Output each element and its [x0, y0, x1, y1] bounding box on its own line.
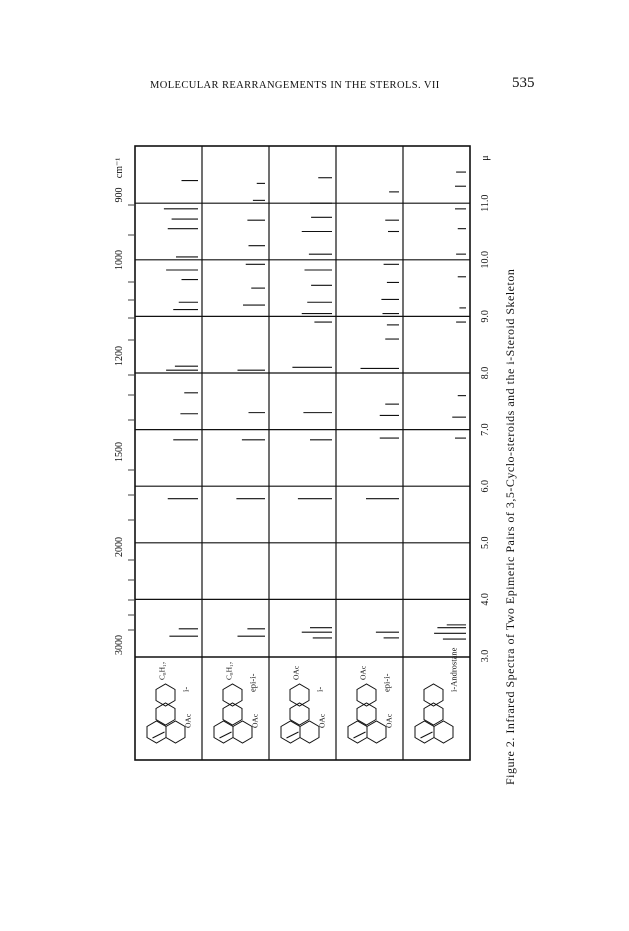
wavenumber-tick-label: 900	[114, 187, 125, 203]
spectrum-panels	[164, 172, 466, 639]
ring-b	[233, 721, 252, 743]
page-number: 535	[512, 75, 535, 91]
acetate-label: OAc	[317, 713, 327, 728]
wavenumber-tick-label: 3000	[114, 635, 125, 655]
figure-caption: Figure 2. Infrared Spectra of Two Epimeric Pairs of 3,5-Cyclo-steroids and the i-Steroid Skeleton	[503, 268, 517, 785]
cyclopropane-bond	[220, 732, 232, 738]
structure-column	[147, 647, 459, 743]
wavelength-tick-label: 5.0	[480, 536, 491, 550]
acetate-label: OAc	[183, 713, 193, 728]
structure-3	[281, 665, 327, 743]
wavelength-tick-label: 10.0	[480, 251, 491, 269]
ring-b	[166, 721, 185, 743]
compound-label: i-	[314, 686, 325, 692]
wavenumber-axis	[114, 158, 134, 655]
compound-label: i-	[180, 686, 191, 692]
spectrum-panel-3	[292, 178, 332, 638]
wavelength-unit: μ	[480, 155, 491, 161]
wavelength-axis	[480, 155, 491, 662]
cyclopropane-bond	[153, 732, 165, 738]
wavenumber-tick-label: 2000	[114, 537, 125, 557]
substituent-label: C₈H₁₇	[157, 661, 167, 680]
substituent-label: C₈H₁₇	[224, 661, 234, 680]
ring-b	[367, 721, 386, 743]
outer-border	[135, 146, 470, 760]
substituent-label: OAc	[291, 665, 301, 680]
wavelength-tick-label: 8.0	[480, 366, 491, 380]
structure-5	[415, 647, 459, 743]
wavelength-tick-label: 3.0	[480, 649, 491, 663]
ring-a	[214, 721, 233, 743]
wavenumber-tick-label: 1000	[114, 250, 125, 270]
wavenumber-tick-label: 1200	[114, 346, 125, 366]
ring-b	[300, 721, 319, 743]
ring-a	[147, 721, 166, 743]
compound-label: epi-i-	[381, 673, 392, 692]
wavenumber-tick-label: 1500	[114, 442, 125, 462]
compound-label: i-Androstane	[448, 647, 459, 692]
acetate-label: OAc	[250, 713, 260, 728]
cyclopropane-bond	[287, 732, 299, 738]
cyclopropane-bond	[421, 732, 433, 738]
structure-2	[214, 661, 260, 743]
spectrum-panel-4	[361, 192, 400, 638]
cyclopropane-bond	[354, 732, 366, 738]
wavelength-tick-label: 4.0	[480, 593, 491, 606]
spectrum-panel-1	[164, 181, 198, 637]
wavelength-tick-label: 9.0	[480, 310, 491, 323]
wavelength-tick-label: 6.0	[480, 479, 491, 493]
chart-frame	[135, 146, 470, 760]
ring-a	[348, 721, 367, 743]
ring-b	[434, 721, 453, 743]
structure-4	[348, 665, 394, 743]
acetate-label: OAc	[384, 713, 394, 728]
structure-1	[147, 661, 193, 743]
ring-a	[281, 721, 300, 743]
ring-a	[415, 721, 434, 743]
spectrum-panel-2	[236, 183, 265, 636]
wavenumber-unit: cm⁻¹	[114, 157, 125, 179]
wavelength-tick-label: 7.0	[480, 423, 491, 436]
running-head: MOLECULAR REARRANGEMENTS IN THE STEROLS. VII	[150, 80, 440, 91]
spectrum-panel-5	[434, 172, 466, 639]
compound-label: epi-i-	[247, 673, 258, 692]
wavelength-tick-label: 11.0	[480, 194, 491, 212]
substituent-label: OAc	[358, 665, 368, 680]
